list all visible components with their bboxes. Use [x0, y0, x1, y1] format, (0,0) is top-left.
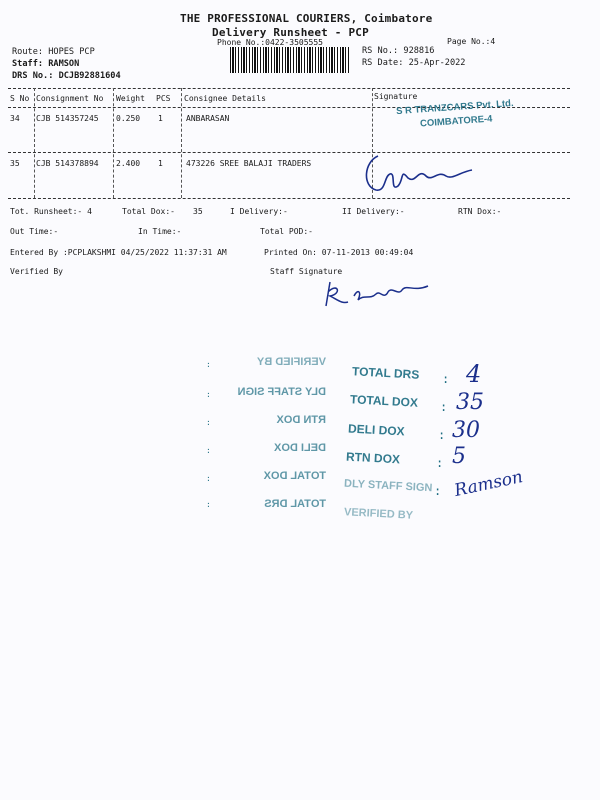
summary-label-staff-sign: DLY STAFF SIGN	[343, 477, 433, 495]
col-header-weight: Weight	[116, 94, 145, 103]
col-divider	[181, 88, 182, 198]
colon-mark: :	[206, 360, 211, 369]
rtn-dox: RTN Dox:-	[458, 207, 502, 216]
col-header-consignment: Consignment No	[36, 94, 104, 103]
colon-mark: :	[206, 474, 211, 483]
staff-signature	[318, 278, 438, 312]
row-pcs: 1	[158, 114, 163, 123]
handwritten-total-dox: 35	[456, 390, 484, 415]
rs-date: RS Date: 25-Apr-2022	[362, 58, 466, 68]
verified-by-label: Verified By	[10, 267, 63, 276]
handwritten-total-drs: 4	[466, 360, 482, 388]
colon-mark: :	[442, 372, 450, 386]
row-weight: 2.400	[116, 159, 141, 168]
colon-mark: :	[206, 446, 211, 455]
total-dox-label: Total Dox:-	[122, 207, 175, 216]
row-sno: 35	[10, 159, 20, 168]
col-header-sno: S No	[10, 94, 30, 103]
colon-mark: :	[438, 428, 446, 442]
row-consignee: 473226 SREE BALAJI TRADERS	[186, 159, 312, 168]
mirrored-label: DELI DOX	[274, 442, 326, 454]
total-pod: Total POD:-	[260, 227, 313, 236]
out-time: Out Time:-	[10, 227, 59, 236]
colon-mark: :	[206, 390, 211, 399]
mirrored-label: VERIFIED BY	[256, 356, 326, 368]
colon-mark: :	[434, 484, 442, 498]
receiver-signature	[360, 150, 480, 196]
summary-label-verified-by: VERIFIED BY	[343, 506, 414, 522]
company-stamp-line2: COIMBATORE-4	[419, 113, 493, 130]
col-header-pcs: PCS	[156, 94, 171, 103]
summary-label-total-drs: TOTAL DRS	[351, 364, 420, 382]
mirrored-label: TOTAL DOX	[263, 470, 326, 482]
total-dox-value: 35	[193, 207, 203, 216]
table-bottom-rule	[8, 198, 570, 199]
route-label: Route: HOPES PCP	[12, 47, 95, 57]
colon-mark: :	[206, 418, 211, 427]
col-header-consignee: Consignee Details	[184, 94, 266, 103]
page-number: Page No.:4	[447, 37, 496, 46]
handwritten-deli-dox: 30	[452, 418, 480, 443]
mirrored-stamp	[196, 352, 336, 522]
total-runsheet: Tot. Runsheet:- 4	[10, 207, 92, 216]
colon-mark: :	[440, 400, 448, 414]
row-pcs: 1	[158, 159, 163, 168]
ii-delivery: II Delivery:-	[342, 207, 405, 216]
col-divider	[113, 88, 114, 198]
in-time: In Time:-	[138, 227, 182, 236]
col-divider	[34, 88, 35, 198]
handwritten-rtn-dox: 5	[452, 444, 466, 469]
mirrored-label: RTN DOX	[276, 414, 326, 426]
mirrored-label: TOTAL DRS	[264, 498, 326, 510]
drs-number: DRS No.: DCJB92881604	[12, 71, 121, 81]
table-top-rule	[8, 88, 570, 89]
rs-number: RS No.: 928816	[362, 46, 435, 56]
row-sno: 34	[10, 114, 20, 123]
entered-by: Entered By :PCPLAKSHMI 04/25/2022 11:37:31 AM	[10, 248, 227, 257]
summary-label-deli-dox: DELI DOX	[347, 421, 405, 439]
printed-on: Printed On: 07-11-2013 00:49:04	[264, 248, 414, 257]
phone-number: Phone No.:0422-3505555	[217, 38, 323, 47]
colon-mark: :	[436, 456, 444, 470]
company-stamp-line1: S R TRANZCARS Pvt. Ltd.	[395, 97, 514, 118]
staff-label: Staff: RAMSON	[12, 59, 80, 69]
row-consignee: ANBARASAN	[186, 114, 230, 123]
summary-label-total-dox: TOTAL DOX	[349, 392, 419, 410]
colon-mark: :	[206, 500, 211, 509]
mirrored-label: DLY STAFF SIGN	[237, 386, 326, 398]
row-consignment: CJB 514378894	[36, 159, 99, 168]
row-weight: 0.250	[116, 114, 141, 123]
handwritten-staff-sign: Ramson	[452, 467, 525, 501]
row-rule	[8, 152, 570, 153]
document-title: Delivery Runsheet - PCP	[212, 26, 369, 39]
company-name: THE PROFESSIONAL COURIERS, Coimbatore	[180, 12, 433, 25]
summary-label-rtn-dox: RTN DOX	[345, 449, 401, 467]
i-delivery: I Delivery:-	[230, 207, 288, 216]
barcode-image	[230, 47, 350, 73]
staff-signature-label: Staff Signature	[270, 267, 343, 276]
col-header-signature: Signature	[374, 92, 418, 101]
row-consignment: CJB 514357245	[36, 114, 99, 123]
